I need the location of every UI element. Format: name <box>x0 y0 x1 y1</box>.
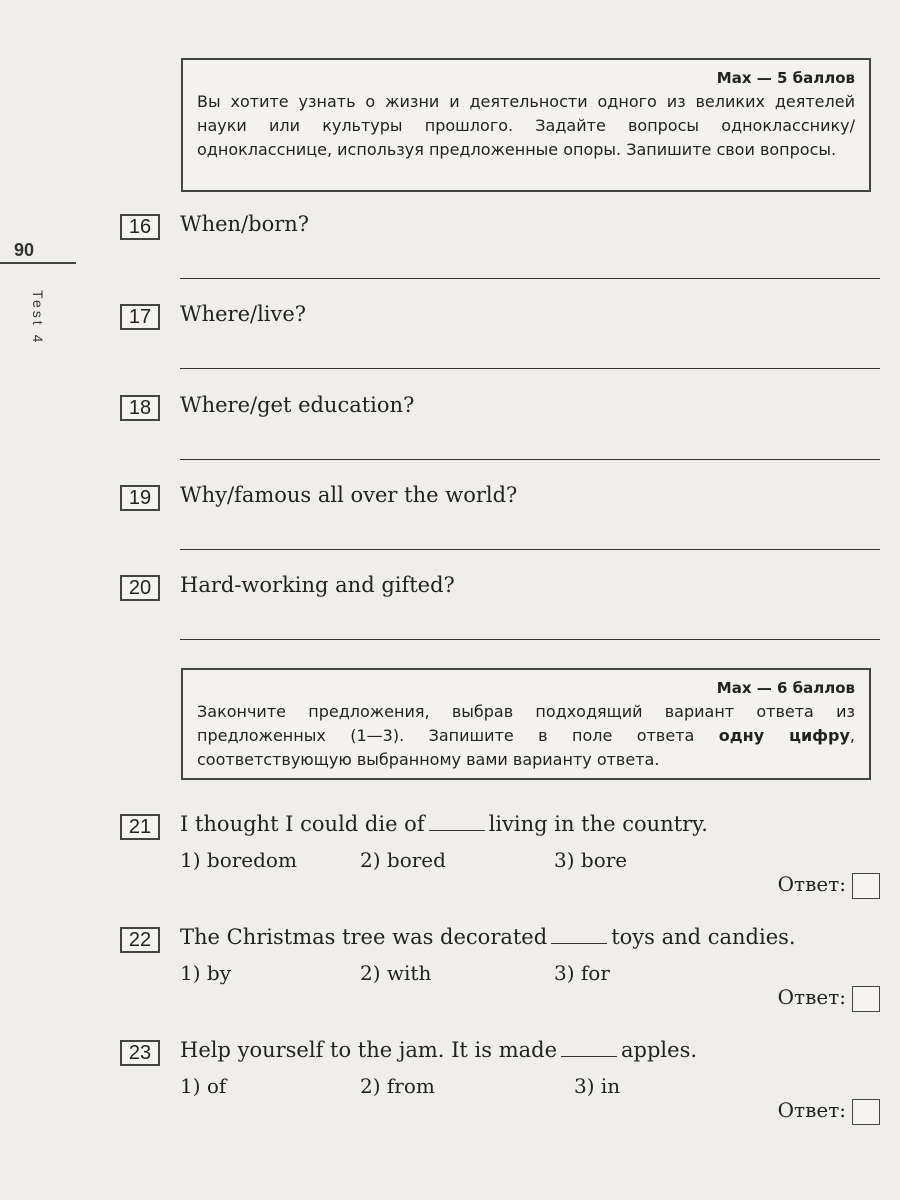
answer-line[interactable] <box>180 278 880 279</box>
option-1: 1) by <box>180 961 231 985</box>
answer-box[interactable] <box>852 986 880 1012</box>
instruction-text: Закончите предложения, выбрав подходящий вариант ответа из предложенных (1—3). Запишите в поле ответа одну цифру, соответствующую выбранному вами варианту ответа. <box>197 702 856 769</box>
question-18 <box>120 395 880 465</box>
question-21 <box>120 814 880 904</box>
answer-label: Ответ: <box>777 872 846 896</box>
question-20 <box>120 575 880 645</box>
answer-line[interactable] <box>180 639 880 640</box>
option-3: 3) bore <box>554 848 628 872</box>
question-number: 18 <box>120 395 160 421</box>
question-number: 23 <box>120 1040 160 1066</box>
question-number: 20 <box>120 575 160 601</box>
test-label: Test 4 <box>30 290 46 346</box>
answer-line[interactable] <box>180 368 880 369</box>
question-prompt: Where/live? <box>180 302 307 326</box>
question-sentence: Help yourself to the jam. It is made apples. <box>180 1038 698 1062</box>
answer-label: Ответ: <box>777 1098 846 1122</box>
question-sentence: The Christmas tree was decorated toys and candies. <box>180 925 796 949</box>
instruction-box-choice <box>181 668 871 780</box>
sentence-blank <box>429 816 485 831</box>
option-1: 1) of <box>180 1074 227 1098</box>
option-1: 1) boredom <box>180 848 297 872</box>
option-3: 3) for <box>554 961 610 985</box>
question-16 <box>120 214 880 284</box>
question-number: 22 <box>120 927 160 953</box>
answer-field <box>778 872 880 899</box>
question-19 <box>120 485 880 555</box>
answer-line[interactable] <box>180 549 880 550</box>
option-3: 3) in <box>574 1074 621 1098</box>
sentence-blank <box>551 929 607 944</box>
answer-box[interactable] <box>852 873 880 899</box>
sentence-blank <box>561 1042 617 1057</box>
side-rule <box>0 262 76 264</box>
option-2: 2) bored <box>360 848 446 872</box>
instruction-box-questions <box>181 58 871 192</box>
question-22 <box>120 927 880 1017</box>
option-2: 2) with <box>360 961 432 985</box>
question-23 <box>120 1040 880 1130</box>
answer-box[interactable] <box>852 1099 880 1125</box>
max-points: Max — 5 баллов <box>716 69 855 87</box>
question-17 <box>120 304 880 374</box>
answer-field <box>778 1098 880 1125</box>
instruction-emphasis: одну цифру <box>718 726 850 745</box>
answer-label: Ответ: <box>777 985 846 1009</box>
question-number: 16 <box>120 214 160 240</box>
question-sentence: I thought I could die of living in the country. <box>180 812 708 836</box>
answer-field <box>778 985 880 1012</box>
question-number: 17 <box>120 304 160 330</box>
question-prompt: Why/famous all over the world? <box>180 483 518 507</box>
page-number: 90 <box>14 240 35 260</box>
instruction-text: Вы хотите узнать о жизни и деятельности одного из великих деятелей науки или культуры прошлого. Задайте вопросы однокласснику/однокласснице, используя предложенные опоры. Запишите свои вопросы. <box>197 92 855 159</box>
option-2: 2) from <box>360 1074 435 1098</box>
question-prompt: Hard-working and gifted? <box>180 573 455 597</box>
max-points: Max — 6 баллов <box>716 679 855 697</box>
question-prompt: When/born? <box>180 212 310 236</box>
question-prompt: Where/get education? <box>180 393 415 417</box>
question-number: 19 <box>120 485 160 511</box>
question-number: 21 <box>120 814 160 840</box>
answer-line[interactable] <box>180 459 880 460</box>
